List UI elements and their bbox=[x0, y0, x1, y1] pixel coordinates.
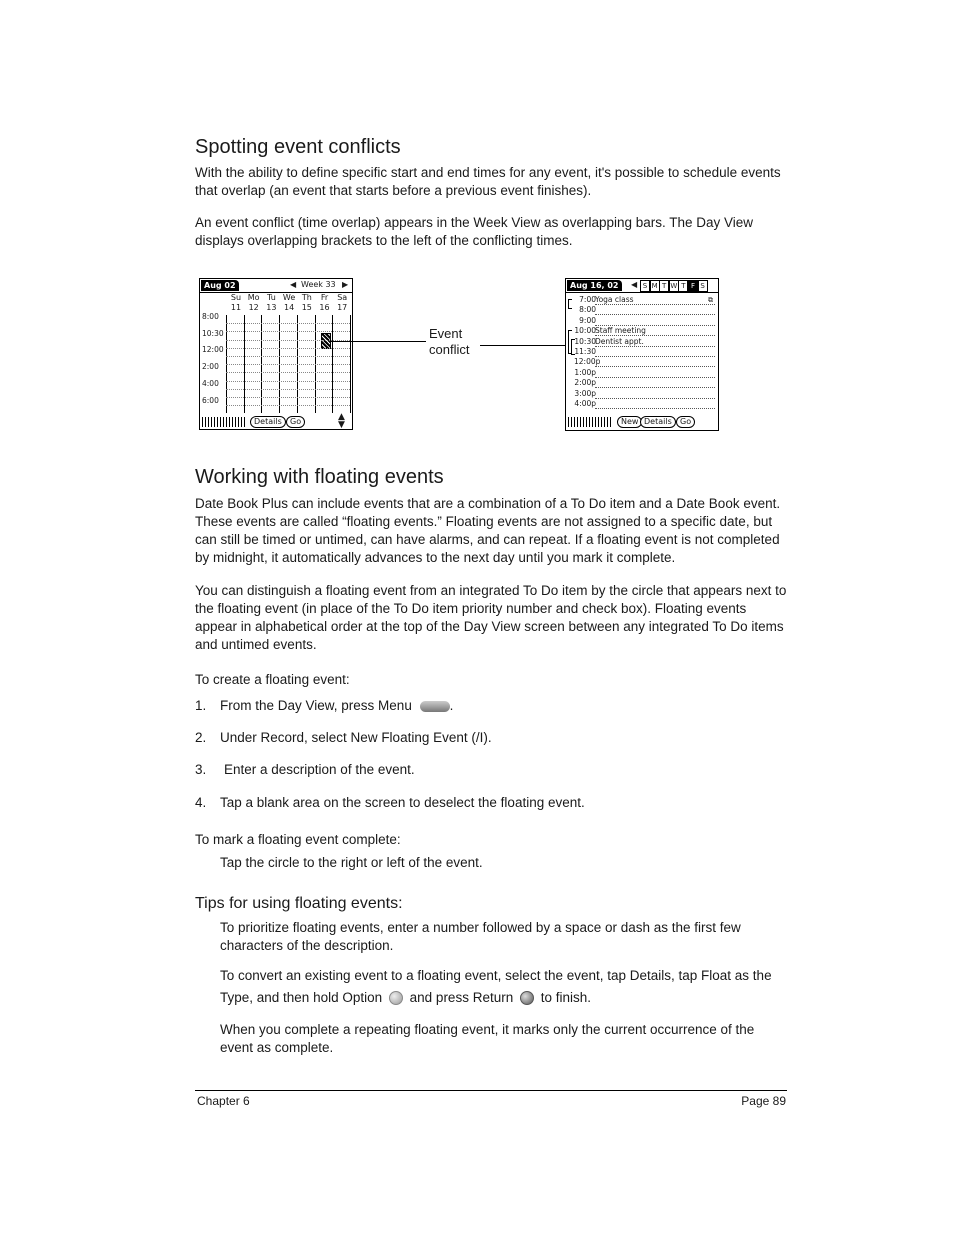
week-view-screenshot bbox=[199, 278, 353, 430]
bracket-yoga bbox=[568, 299, 572, 309]
week-day-date: 11 bbox=[230, 303, 242, 312]
week-grid-row-line bbox=[226, 372, 350, 373]
week-grid-row-line bbox=[226, 356, 350, 357]
day-row-time: 9:00 bbox=[579, 315, 596, 325]
day-row-event[interactable] bbox=[595, 316, 715, 326]
day-row-time: 10:00 bbox=[574, 326, 596, 336]
step-1-num: 1. bbox=[195, 698, 207, 713]
week-day-su[interactable] bbox=[228, 293, 244, 313]
week-day-sa[interactable] bbox=[334, 293, 350, 313]
week-day-we[interactable] bbox=[281, 293, 297, 313]
week-grid-row-line bbox=[226, 323, 350, 324]
create-heading: To create a floating event: bbox=[195, 672, 350, 687]
day-letter-5[interactable]: F bbox=[688, 280, 698, 292]
day-row-time: 3:00p bbox=[574, 388, 596, 398]
day-row[interactable] bbox=[566, 378, 718, 388]
day-letter-3[interactable]: W bbox=[670, 282, 678, 290]
day-row[interactable] bbox=[566, 357, 718, 367]
week-grid-row-line bbox=[226, 405, 350, 406]
step-1-text: From the Day View, press Menu bbox=[220, 698, 412, 713]
tip-1: To prioritize floating events, enter a number followed by a space or dash as the first few characters of the description. bbox=[220, 920, 741, 953]
week-day-letter: Mo bbox=[247, 293, 260, 302]
week-grid[interactable] bbox=[226, 315, 350, 413]
week-day-letter: We bbox=[282, 293, 296, 302]
week-grid-row-line bbox=[226, 348, 350, 349]
week-day-date: 14 bbox=[284, 303, 295, 312]
day-row[interactable] bbox=[566, 337, 718, 347]
scroll-arrows-icon[interactable]: ▲ ▼ bbox=[338, 412, 345, 430]
day-view-titlebar bbox=[566, 279, 718, 293]
footer-chapter: Chapter 6 bbox=[197, 1094, 250, 1108]
week-day-letter: Su bbox=[230, 293, 242, 302]
step-1-body bbox=[220, 698, 453, 713]
day-row-event[interactable]: Yoga class bbox=[595, 295, 715, 305]
day-letter-6[interactable]: S bbox=[698, 280, 708, 292]
complete-text: Tap the circle to the right or left of the event. bbox=[220, 855, 483, 870]
tip-3: When you complete a repeating floating event, it marks only the current occurrence of the event as complete. bbox=[220, 1022, 755, 1055]
day-row[interactable] bbox=[566, 347, 718, 357]
callout-line1-text: Event bbox=[429, 326, 463, 341]
day-letter-2[interactable]: T bbox=[659, 280, 669, 292]
day-row[interactable] bbox=[566, 316, 718, 326]
tips-heading: Tips for using floating events: bbox=[195, 895, 403, 912]
day-letter-1[interactable]: M bbox=[651, 282, 658, 290]
return-button-icon bbox=[520, 991, 534, 1005]
complete-heading: To mark a floating event complete: bbox=[195, 832, 401, 847]
day-row-time: 7:00 bbox=[579, 295, 596, 304]
day-row-event[interactable] bbox=[595, 357, 715, 367]
week-go-button[interactable]: Go bbox=[286, 416, 305, 428]
day-row-event[interactable] bbox=[595, 399, 715, 409]
day-letter-0[interactable]: S bbox=[640, 280, 650, 292]
step-1 bbox=[195, 698, 206, 713]
callout-line-left bbox=[330, 341, 426, 342]
tip-2-part-c: to finish. bbox=[540, 990, 592, 1005]
day-details-button[interactable]: Details bbox=[640, 416, 676, 428]
view-selector-icons[interactable] bbox=[202, 417, 246, 427]
day-row[interactable] bbox=[566, 326, 718, 336]
week-time-label: 12:00 bbox=[202, 345, 224, 355]
week-day-date: 13 bbox=[266, 303, 277, 312]
menu-button-icon bbox=[420, 701, 450, 712]
day-row[interactable] bbox=[566, 295, 718, 305]
tip-2-line1: To convert an existing event to a floating event, select the event, tap Details, tap Float as the bbox=[220, 968, 772, 983]
day-view-date-tab: Aug 16, 02 bbox=[567, 280, 622, 291]
day-row-time: 1:00p bbox=[574, 367, 596, 377]
day-row-time: 8:00 bbox=[579, 305, 596, 315]
day-row-time: 4:00p bbox=[574, 399, 596, 408]
step-4-num: 4. bbox=[195, 795, 207, 810]
step-3-text: Enter a description of the event. bbox=[224, 762, 415, 777]
week-details-button[interactable]: Details bbox=[250, 416, 286, 428]
week-grid-column-line bbox=[350, 315, 351, 413]
week-day-date: 17 bbox=[337, 303, 348, 312]
section-heading-floating: Working with floating events bbox=[195, 466, 444, 488]
day-event-list[interactable] bbox=[566, 295, 718, 411]
week-day-letter: Fr bbox=[320, 293, 329, 302]
week-day-fr[interactable] bbox=[317, 293, 333, 313]
tip-2-part-b: and press Return bbox=[409, 990, 514, 1005]
week-time-label: 4:00 bbox=[202, 378, 219, 388]
day-go-button[interactable]: Go bbox=[676, 416, 695, 428]
step-3-num: 3. bbox=[195, 762, 207, 777]
week-view-titlebar bbox=[200, 279, 352, 293]
day-row-event[interactable] bbox=[595, 347, 715, 357]
day-row-time: 10:30 bbox=[574, 336, 596, 346]
week-grid-row-line bbox=[226, 389, 350, 390]
callout-line2-text: conflict bbox=[429, 342, 470, 357]
day-view-screenshot bbox=[565, 278, 719, 431]
day-row-time: 11:30 bbox=[574, 347, 596, 356]
day-view-selector-icons[interactable] bbox=[568, 417, 612, 427]
day-row-event[interactable] bbox=[595, 305, 715, 315]
step-2-text: Under Record, select New Floating Event (/I). bbox=[220, 730, 492, 745]
week-day-letter: Sa bbox=[337, 293, 348, 302]
week-day-date: 15 bbox=[301, 303, 312, 312]
week-time-labels bbox=[200, 309, 224, 409]
week-next-arrow-icon[interactable]: ▶ bbox=[342, 280, 349, 289]
day-row[interactable] bbox=[566, 399, 718, 409]
floating-paragraph-1: Date Book Plus can include events that are a combination of a To Do item and a Date Book event. These events are called “floating events.” Floating events are not assigned to a specific date, but can still be timed or untimed, can have alarms, and can repeat. If a floating event is not completed by midnight, it automatically advances to the next day until you mark it complete. bbox=[195, 496, 781, 565]
week-day-letter: Th bbox=[301, 293, 312, 302]
day-row-event[interactable] bbox=[595, 378, 715, 388]
footer-page: Page 89 bbox=[741, 1094, 786, 1108]
week-label: Week 33 bbox=[301, 280, 336, 289]
week-day-date: 16 bbox=[319, 303, 330, 312]
option-button-icon bbox=[389, 991, 403, 1005]
day-row-event[interactable] bbox=[595, 389, 715, 399]
day-row-event[interactable]: Staff meeting bbox=[595, 326, 715, 336]
step-4-text: Tap a blank area on the screen to deselect the floating event. bbox=[220, 795, 585, 810]
week-time-label: 2:00 bbox=[202, 362, 219, 372]
conflicts-paragraph-2: An event conflict (time overlap) appears in the Week View as overlapping bars. The Day View displays overlapping brackets to the left of the conflicting times. bbox=[195, 215, 754, 248]
conflicts-paragraph-1: With the ability to define specific start and end times for any event, it's possible to schedule events that overlap (an event that starts before a previous event finishes). bbox=[195, 165, 781, 198]
week-time-label: 8:00 bbox=[202, 312, 219, 321]
week-day-th[interactable] bbox=[299, 293, 315, 313]
week-grid-row-line bbox=[226, 364, 350, 365]
day-row-time: 2:00p bbox=[574, 378, 596, 388]
day-new-button[interactable]: New bbox=[617, 416, 642, 428]
conflict-bracket-inner bbox=[571, 339, 575, 355]
section-heading-conflicts: Spotting event conflicts bbox=[195, 136, 401, 158]
step-1-after: . bbox=[449, 698, 454, 713]
week-day-letter: Tu bbox=[267, 293, 276, 302]
tip-2-line2 bbox=[220, 990, 591, 1005]
floating-paragraph-2: You can distinguish a floating event from an integrated To Do item by the circle that appears next to the floating event (in place of the To Do item priority number and check box). Floating events appear in alphabetical order at the top of the Day View screen between any integrated To Do items and untimed events. bbox=[195, 583, 787, 652]
day-row-time: 12:00p bbox=[574, 357, 601, 367]
week-day-date: 12 bbox=[248, 303, 259, 312]
day-row[interactable] bbox=[566, 305, 718, 315]
week-time-label: 6:00 bbox=[202, 395, 219, 405]
step-2-num: 2. bbox=[195, 730, 207, 745]
day-row-event[interactable] bbox=[595, 368, 715, 378]
week-grid-row-line bbox=[226, 397, 350, 398]
week-day-tu[interactable] bbox=[263, 293, 279, 313]
day-prev-arrow-icon[interactable]: ◀ bbox=[631, 280, 638, 289]
repeat-icon: ⧉ bbox=[708, 296, 713, 304]
week-grid-row-line bbox=[226, 331, 350, 332]
tip-2-part-a: Type, and then hold Option bbox=[220, 990, 383, 1005]
day-row-event[interactable]: Dentist appt. bbox=[595, 337, 715, 347]
week-time-label: 10:30 bbox=[202, 328, 224, 338]
callout-line-right bbox=[480, 345, 568, 346]
week-view-date-tab: Aug 02 bbox=[201, 280, 239, 291]
week-grid-row-line bbox=[226, 381, 350, 382]
footer-rule bbox=[195, 1090, 787, 1091]
day-row[interactable] bbox=[566, 389, 718, 399]
day-row[interactable] bbox=[566, 368, 718, 378]
week-day-mo[interactable] bbox=[246, 293, 262, 313]
day-letter-4[interactable]: T bbox=[678, 280, 688, 292]
week-prev-arrow-icon[interactable]: ◀ bbox=[290, 280, 297, 289]
event-conflict-label bbox=[429, 326, 469, 358]
